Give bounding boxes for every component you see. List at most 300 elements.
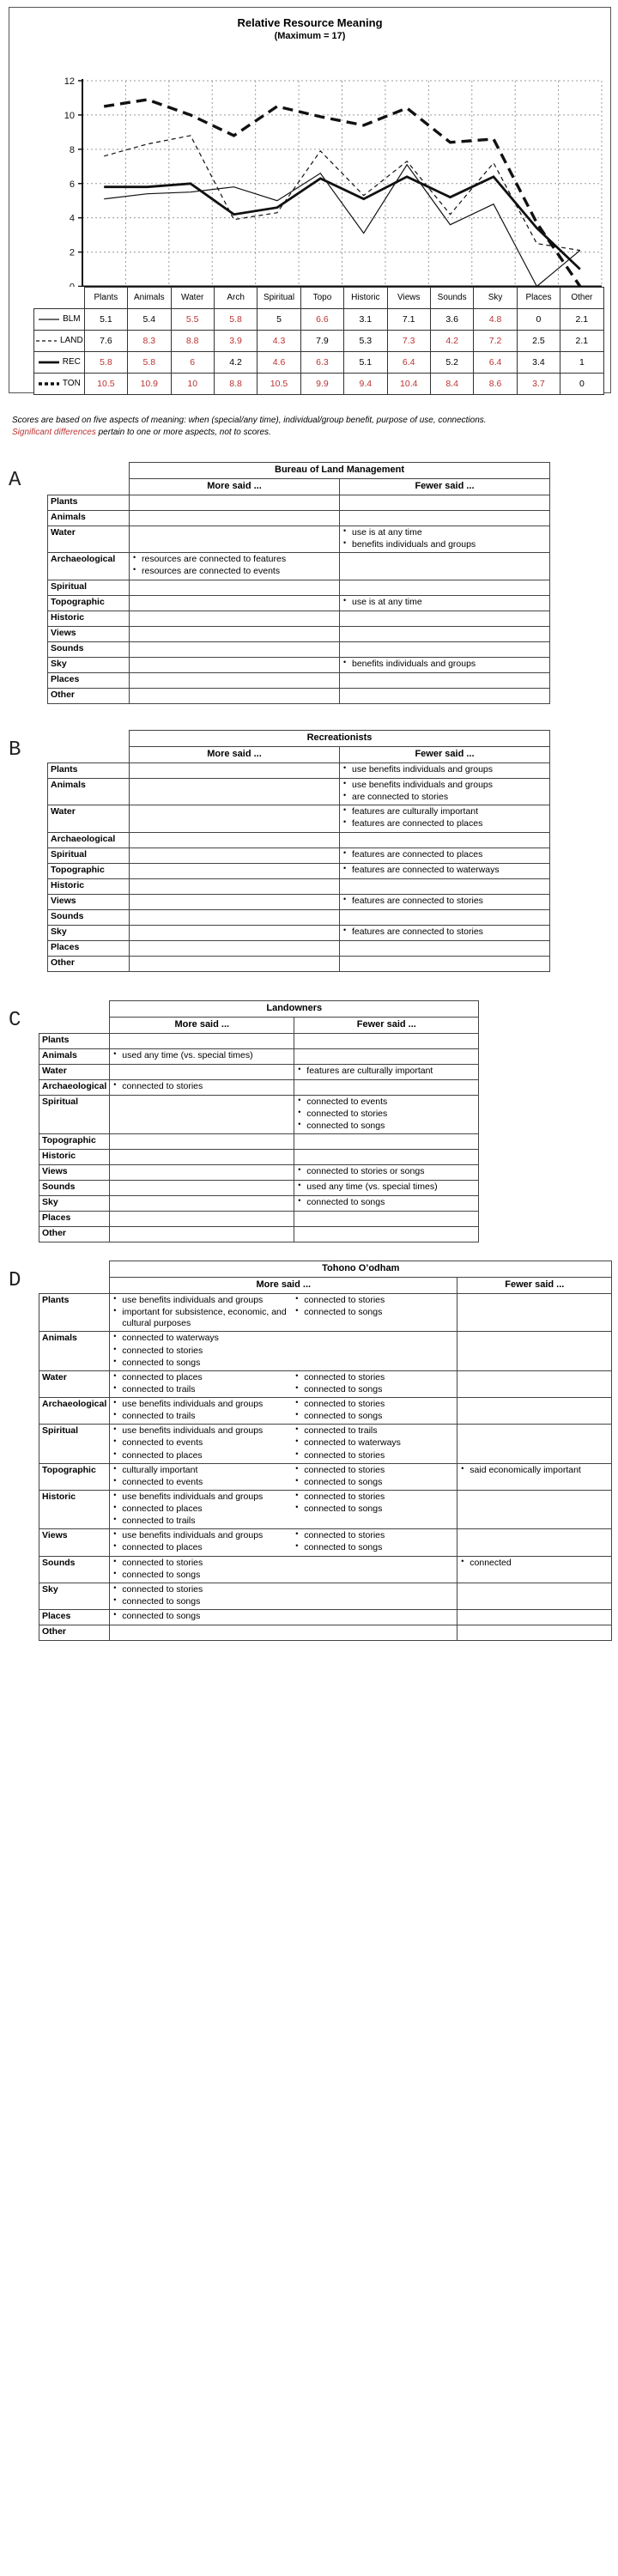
value-cell: 5.5: [171, 308, 214, 330]
legend-label: BLM: [63, 314, 81, 324]
bullet-item: [112, 1399, 294, 1410]
row-label: Sounds: [48, 909, 130, 925]
more-said-cell: [130, 940, 340, 956]
row-label: Topographic: [48, 863, 130, 878]
value-cell: 6.4: [474, 351, 517, 373]
more-said-cell: [110, 1556, 457, 1583]
more-said-cell: [110, 1332, 457, 1370]
resource-row-spiritual: [48, 848, 550, 863]
fewer-said-cell: [340, 580, 550, 595]
column-header: Plants: [84, 288, 127, 309]
bullet-item: [297, 1121, 476, 1132]
row-label: Places: [39, 1212, 110, 1227]
value-cell: 10.9: [128, 373, 171, 394]
value-cell: 4.3: [258, 330, 300, 351]
bullet-icon: •: [113, 1080, 117, 1089]
value-cell: 3.6: [430, 308, 473, 330]
bullet-text: use benefits individuals and groups: [352, 780, 494, 790]
more-said-cell: [110, 1625, 457, 1641]
legend-label: REC: [62, 357, 81, 367]
fewer-said-cell: [457, 1556, 612, 1583]
value-cell: 5.4: [128, 308, 171, 330]
bullet-item: [132, 554, 336, 565]
row-label: Topographic: [39, 1463, 110, 1490]
fewer-said-cell: [340, 641, 550, 657]
chart-data-table: [33, 287, 604, 395]
row-label: Archaeological: [48, 832, 130, 848]
bullet-item: [112, 1530, 294, 1541]
more-said-cell: [130, 894, 340, 909]
bullet-item: [112, 1584, 294, 1595]
row-label: Sounds: [48, 641, 130, 657]
chart-title: Relative Resource Meaning: [237, 16, 383, 29]
bullet-item: [342, 764, 547, 775]
bullet-text: resources are connected to events: [142, 566, 281, 577]
resource-row-spiritual: [39, 1096, 479, 1134]
more-said-cell: [130, 511, 340, 526]
bullet-icon: •: [295, 1463, 299, 1473]
section-corner: [48, 731, 130, 747]
bullet-text: culturally important: [122, 1464, 198, 1475]
value-cell: 7.9: [300, 330, 343, 351]
bullet-icon: •: [461, 1463, 464, 1473]
bullet-item: [112, 1465, 294, 1476]
y-tick-label: 12: [64, 76, 75, 87]
row-label: Views: [48, 626, 130, 641]
bullet-text: connected to songs: [304, 1383, 383, 1394]
bullet-text: connected to stories: [304, 1449, 385, 1461]
row-label: Views: [39, 1165, 110, 1181]
bullet-text: connected to stories: [122, 1583, 203, 1595]
fewer-said-cell: [340, 495, 550, 511]
more-said-cell: [130, 763, 340, 779]
row-label: Spiritual: [48, 848, 130, 863]
bullet-text: connected to songs: [304, 1411, 383, 1422]
bullet-item: [294, 1504, 454, 1515]
bullet-text: benefits individuals and groups: [352, 539, 476, 550]
column-header: Historic: [344, 288, 387, 309]
bullet-text: used any time (vs. special times): [306, 1182, 438, 1193]
column-header: Other: [560, 288, 603, 309]
fewer-said-cell: [457, 1294, 612, 1332]
more-said-header: More said ...: [130, 747, 340, 763]
more-said-cell: [110, 1181, 294, 1196]
bullet-text: connected to events: [122, 1437, 203, 1449]
bullet-item: [294, 1411, 454, 1422]
bullet-icon: •: [113, 1515, 117, 1524]
resource-row-animals: [39, 1332, 612, 1370]
resource-row-archaeological: [48, 832, 550, 848]
bullet-icon: •: [295, 1475, 299, 1485]
bullet-item: [297, 1182, 476, 1193]
row-label: Historic: [39, 1490, 110, 1528]
bullet-text: use benefits individuals and groups: [122, 1530, 264, 1541]
value-cell: 8.4: [430, 373, 473, 394]
bullet-icon: •: [298, 1196, 301, 1206]
section-letter-A: A: [9, 469, 21, 492]
y-tick-label: 6: [69, 179, 75, 190]
bullet-text: use is at any time: [352, 527, 422, 538]
value-cell: 10.5: [258, 373, 300, 394]
value-cell: 4.2: [430, 330, 473, 351]
bullet-item: [342, 806, 547, 817]
bullet-icon: •: [343, 657, 347, 666]
section-corner: [39, 1001, 110, 1018]
legend-label: LAND: [60, 336, 83, 345]
bullet-item: [112, 1411, 294, 1422]
fewer-said-cell: [340, 832, 550, 848]
resource-row-sky: [48, 925, 550, 940]
bullet-icon: •: [343, 925, 347, 934]
bullet-icon: •: [295, 1410, 299, 1419]
value-cell: 1: [560, 351, 603, 373]
fewer-said-header: Fewer said ...: [340, 479, 550, 495]
bullet-text: connected to stories: [306, 1109, 388, 1120]
value-cell: 2.5: [517, 330, 560, 351]
fewer-said-cell: [340, 611, 550, 626]
y-tick-label: 10: [64, 110, 75, 121]
more-said-cell: [130, 580, 340, 595]
section-subheader-row: [48, 479, 550, 495]
fewer-said-cell: [457, 1625, 612, 1641]
resource-row-other: [39, 1227, 479, 1242]
row-label: Places: [48, 672, 130, 688]
row-label: Topographic: [48, 595, 130, 611]
bullet-icon: •: [298, 1120, 301, 1129]
value-cell: 3.1: [344, 308, 387, 330]
bullet-text: connected to songs: [122, 1569, 201, 1580]
bullet-icon: •: [295, 1294, 299, 1303]
row-label: Archaeological: [39, 1398, 110, 1425]
bullet-text: features are culturally important: [306, 1066, 433, 1076]
resource-row-places: [48, 940, 550, 956]
bullet-text: connected to places: [122, 1542, 203, 1553]
more-said-cell: [110, 1490, 457, 1528]
bullet-item: [297, 1097, 476, 1108]
bullet-text: use is at any time: [352, 596, 422, 607]
value-cell: 3.4: [517, 351, 560, 373]
fewer-said-header: Fewer said ...: [457, 1278, 612, 1294]
bullet-icon: •: [113, 1425, 117, 1434]
bullet-icon: •: [133, 565, 136, 574]
chart-subtitle: (Maximum = 17): [274, 31, 346, 41]
column-header: Water: [171, 288, 214, 309]
resource-row-animals: [39, 1049, 479, 1065]
value-cell: 5.8: [128, 351, 171, 373]
bullet-item: [294, 1425, 454, 1437]
value-cell: 5: [258, 308, 300, 330]
footnote-line2-rest: pertain to one or more aspects, not to scores.: [95, 427, 271, 437]
bullet-text: connected to stories: [122, 1081, 203, 1091]
bullet-icon: •: [295, 1529, 299, 1539]
bullet-item: [297, 1109, 476, 1120]
bullet-icon: •: [298, 1096, 301, 1104]
value-cell: 10: [171, 373, 214, 394]
resource-row-water: [39, 1065, 479, 1080]
bullet-icon: •: [113, 1332, 117, 1341]
resource-row-plants: [39, 1294, 612, 1332]
fewer-said-cell: [340, 511, 550, 526]
section-subheader-row: [48, 747, 550, 763]
bullet-text: use benefits individuals and groups: [122, 1295, 264, 1305]
row-label: Historic: [48, 878, 130, 894]
legend-line-sample-TON: [38, 380, 60, 388]
value-cell: 5.2: [430, 351, 473, 373]
bullet-item: [342, 792, 547, 803]
bullet-icon: •: [113, 1356, 117, 1365]
bullet-item: [297, 1166, 476, 1177]
row-label: Animals: [48, 779, 130, 805]
fewer-said-cell: [340, 672, 550, 688]
value-cell: 7.6: [84, 330, 127, 351]
bullet-text: features are culturally important: [352, 806, 479, 817]
row-label: Views: [48, 894, 130, 909]
section-corner: [39, 1018, 110, 1034]
line-chart: [9, 8, 610, 291]
fewer-said-cell: [457, 1463, 612, 1490]
footnote-line1: Scores are based on five aspects of meaning: when (special/any time), individual/group benefit, purpose of use, connections.: [12, 416, 487, 425]
fewer-said-cell: [340, 878, 550, 894]
bullet-icon: •: [113, 1306, 117, 1315]
value-cell: 8.3: [128, 330, 171, 351]
resource-row-water: [48, 526, 550, 553]
fewer-said-cell: [457, 1425, 612, 1463]
column-header: Spiritual: [258, 288, 300, 309]
bullet-icon: •: [295, 1382, 299, 1392]
fewer-said-cell: [340, 956, 550, 971]
bullet-text: connected to stories: [122, 1345, 203, 1356]
chart-figure: [9, 7, 611, 393]
fewer-said-cell: [294, 1134, 479, 1150]
fewer-said-cell: [340, 553, 550, 580]
section-table-D: [39, 1261, 612, 1641]
more-said-cell: [130, 925, 340, 940]
bullet-item: [112, 1333, 294, 1344]
bullet-item: [342, 818, 547, 829]
bullet-item: [112, 1477, 294, 1488]
resource-row-views: [48, 894, 550, 909]
chart-table-corner: [34, 288, 85, 309]
more-said-cell: [110, 1529, 457, 1556]
section-header-row: [39, 1001, 479, 1018]
section-title: Bureau of Land Management: [130, 463, 550, 479]
row-label: Sounds: [39, 1556, 110, 1583]
more-said-cell: [110, 1196, 294, 1212]
resource-row-plants: [39, 1034, 479, 1049]
row-label: Sky: [39, 1196, 110, 1212]
bullet-icon: •: [113, 1398, 117, 1406]
more-said-cell: [110, 1134, 294, 1150]
fewer-said-cell: [340, 779, 550, 805]
more-said-cell: [110, 1034, 294, 1049]
bullet-item: [294, 1295, 454, 1306]
value-cell: 5.1: [344, 351, 387, 373]
bullet-text: connected to songs: [122, 1611, 201, 1621]
bullet-icon: •: [461, 1556, 464, 1565]
bullet-item: [297, 1066, 476, 1077]
row-label: Other: [48, 956, 130, 971]
resource-row-topographic: [48, 595, 550, 611]
value-cell: 8.6: [474, 373, 517, 394]
column-header: Sky: [474, 288, 517, 309]
fewer-said-cell: [340, 763, 550, 779]
bullet-icon: •: [343, 779, 347, 787]
resource-row-water: [48, 805, 550, 832]
bullet-icon: •: [343, 848, 347, 857]
bullet-item: [294, 1477, 454, 1488]
fewer-said-cell: [294, 1181, 479, 1196]
fewer-said-cell: [340, 909, 550, 925]
bullet-icon: •: [113, 1583, 117, 1592]
resource-row-other: [39, 1625, 612, 1641]
row-label: Water: [39, 1065, 110, 1080]
bullet-icon: •: [295, 1370, 299, 1380]
bullet-icon: •: [298, 1108, 301, 1117]
resource-row-archaeological: [39, 1080, 479, 1096]
legend-line-sample-BLM: [38, 315, 60, 324]
fewer-said-cell: [340, 688, 550, 703]
legend-line-sample-LAND: [35, 337, 58, 345]
bullet-icon: •: [113, 1049, 117, 1058]
fewer-said-cell: [457, 1529, 612, 1556]
bullet-icon: •: [113, 1595, 117, 1604]
resource-row-water: [39, 1370, 612, 1397]
row-label: Archaeological: [48, 553, 130, 580]
series-line-BLM: [104, 165, 580, 287]
value-cell: 4.2: [214, 351, 257, 373]
fewer-said-cell: [294, 1227, 479, 1242]
bullet-icon: •: [113, 1449, 117, 1458]
bullet-text: connected to stories or songs: [306, 1166, 425, 1177]
more-said-cell: [130, 779, 340, 805]
row-label: Sky: [48, 657, 130, 672]
more-said-cell: [130, 956, 340, 971]
bullet-icon: •: [343, 763, 347, 772]
value-cell: 2.1: [560, 330, 603, 351]
more-said-cell: [110, 1150, 294, 1165]
bullet-icon: •: [295, 1398, 299, 1406]
section-letter-D: D: [9, 1269, 21, 1292]
resource-row-sky: [39, 1196, 479, 1212]
footnote: [12, 415, 609, 438]
fewer-said-cell: [294, 1165, 479, 1181]
fewer-said-header: Fewer said ...: [294, 1018, 479, 1034]
more-said-cell: [110, 1096, 294, 1134]
more-said-cell: [130, 909, 340, 925]
more-said-cell: [110, 1080, 294, 1096]
row-label: Water: [48, 805, 130, 832]
resource-row-views: [39, 1529, 612, 1556]
y-tick-label: 8: [69, 144, 75, 155]
bullet-text: connected to stories: [304, 1530, 385, 1541]
more-said-cell: [130, 688, 340, 703]
row-label: Historic: [48, 611, 130, 626]
row-label: Animals: [39, 1049, 110, 1065]
more-said-cell: [130, 657, 340, 672]
more-said-cell: [130, 626, 340, 641]
value-cell: 0: [560, 373, 603, 394]
resource-row-topographic: [39, 1134, 479, 1150]
bullet-text: connected to songs: [306, 1197, 385, 1208]
resource-row-animals: [48, 511, 550, 526]
y-tick-label: 4: [69, 213, 75, 224]
resource-row-archaeological: [39, 1398, 612, 1425]
chart-table-row: [34, 351, 604, 373]
row-label: Topographic: [39, 1134, 110, 1150]
more-said-cell: [110, 1065, 294, 1080]
more-said-cell: [110, 1370, 457, 1397]
bullet-item: [112, 1570, 294, 1581]
bullet-icon: •: [298, 1181, 301, 1190]
value-cell: 3.9: [214, 330, 257, 351]
more-said-cell: [130, 672, 340, 688]
more-said-cell: [130, 611, 340, 626]
section-corner: [48, 747, 130, 763]
section-corner: [39, 1278, 110, 1294]
fewer-said-cell: [340, 863, 550, 878]
bullet-icon: •: [113, 1294, 117, 1303]
bullet-text: connected to stories: [304, 1295, 385, 1305]
bullet-text: connected to places: [122, 1504, 203, 1514]
bullet-icon: •: [343, 526, 347, 535]
bullet-text: features are connected to stories: [352, 926, 483, 937]
bullet-item: [112, 1437, 294, 1449]
value-cell: 10.4: [387, 373, 430, 394]
resource-row-sky: [48, 657, 550, 672]
section-table-A: [47, 462, 550, 704]
footnote-highlight: Significant differences: [12, 427, 96, 437]
bullet-item: [112, 1081, 291, 1092]
y-tick-label: 2: [69, 247, 75, 258]
row-label: Water: [39, 1370, 110, 1397]
bullet-text: connected to stories: [304, 1491, 385, 1502]
row-label: Archaeological: [39, 1080, 110, 1096]
fewer-said-cell: [294, 1212, 479, 1227]
bullet-item: [342, 597, 547, 608]
row-label: Animals: [39, 1332, 110, 1370]
more-said-cell: [130, 526, 340, 553]
bullet-text: connected to songs: [122, 1595, 201, 1607]
bullet-item: [112, 1295, 294, 1306]
resource-row-sounds: [39, 1556, 612, 1583]
section-corner: [48, 463, 130, 479]
bullet-icon: •: [298, 1165, 301, 1175]
bullet-item: [132, 566, 336, 577]
chart-table-row: [34, 330, 604, 351]
bullet-icon: •: [295, 1437, 299, 1446]
legend-key: [34, 330, 85, 351]
value-cell: 7.1: [387, 308, 430, 330]
bullet-item: [342, 539, 547, 550]
row-label: Sounds: [39, 1181, 110, 1196]
more-said-cell: [110, 1049, 294, 1065]
fewer-said-cell: [457, 1332, 612, 1370]
fewer-said-cell: [340, 657, 550, 672]
resource-row-sounds: [39, 1181, 479, 1196]
fewer-said-cell: [340, 626, 550, 641]
bullet-text: connected to songs: [306, 1121, 385, 1132]
bullet-icon: •: [113, 1541, 117, 1551]
row-label: Spiritual: [48, 580, 130, 595]
bullet-icon: •: [343, 538, 347, 548]
bullet-text: connected to waterways: [122, 1333, 219, 1344]
row-label: Plants: [39, 1034, 110, 1049]
resource-row-historic: [48, 611, 550, 626]
row-label: Animals: [48, 511, 130, 526]
bullet-item: [294, 1450, 454, 1461]
bullet-item: [112, 1050, 291, 1061]
fewer-said-cell: [294, 1096, 479, 1134]
